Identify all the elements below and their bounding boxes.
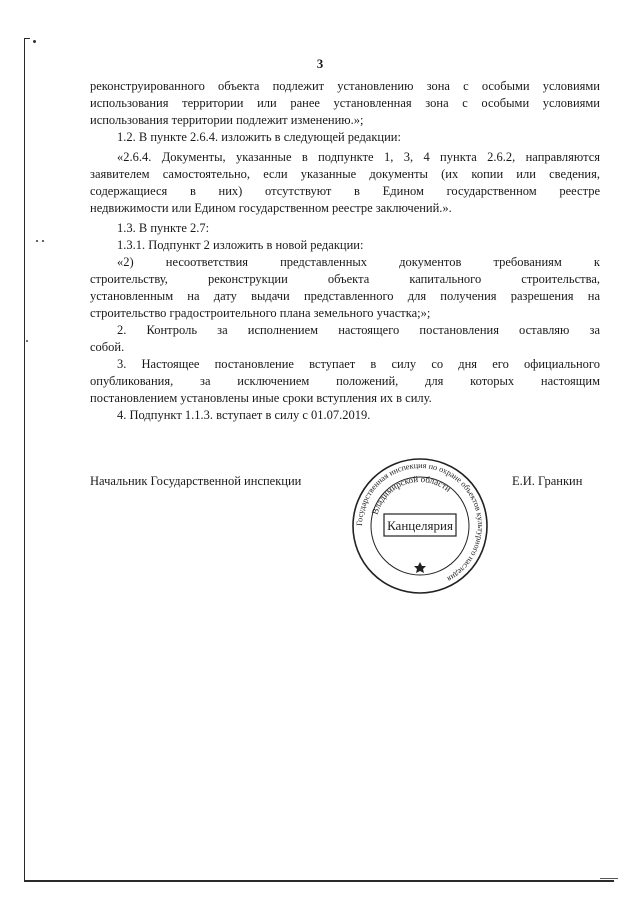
text-line: строительству, реконструкции объекта капитального строительства, xyxy=(90,272,600,286)
signatory-position: Начальник Государственной инспекции xyxy=(90,474,302,488)
text-line: заявителем самостоятельно, если указанные документы (их копии или сведения, xyxy=(90,167,600,181)
seal-star-icon xyxy=(414,562,426,573)
text-line: «2.6.4. Документы, указанные в подпункте 1, 3, 4 пункта 2.6.2, направляются xyxy=(117,150,600,164)
scan-speck xyxy=(26,340,28,342)
scan-speck xyxy=(36,240,38,242)
text-line: 4. Подпункт 1.1.3. вступает в силу с 01.07.2019. xyxy=(117,408,371,422)
signatory-name: Е.И. Гранкин xyxy=(512,474,583,488)
page-number: 3 xyxy=(316,56,324,71)
corner-mark xyxy=(600,878,618,879)
text-line: постановлением установлены иные сроки вступления их в силу. xyxy=(90,391,432,405)
text-line: 1.3.1. Подпункт 2 изложить в новой редакции: xyxy=(117,238,364,252)
text-line: использования территории подлежит изменению.»; xyxy=(90,113,364,127)
text-line: строительство градостроительного плана земельного участка;»; xyxy=(90,306,431,320)
text-line: содержащиеся в них) отсутствуют в Едином государственном реестре xyxy=(90,184,600,198)
office-seal xyxy=(350,456,490,596)
text-line: собой. xyxy=(90,340,125,354)
text-line: 3. Настоящее постановление вступает в силу со дня его официального xyxy=(117,357,600,371)
text-line: недвижимости или Едином государственном реестре заключений.». xyxy=(90,201,452,215)
text-line: 2. Контроль за исполнением настоящего постановления оставляю за xyxy=(117,323,600,337)
text-line: 1.3. В пункте 2.7: xyxy=(117,221,210,235)
scan-speck xyxy=(33,40,36,43)
seal-inner-text: Владимирской области xyxy=(369,473,454,516)
text-line: опубликования, за исключением положений, для которых настоящим xyxy=(90,374,600,388)
text-line: установленным на дату выдачи представленного для получения разрешения на xyxy=(90,289,600,303)
left-scan-edge xyxy=(24,38,25,882)
corner-mark xyxy=(24,38,30,39)
text-line: реконструированного объекта подлежит установлению зона с особыми условиями xyxy=(90,79,600,93)
text-line: 1.2. В пункте 2.6.4. изложить в следующей редакции: xyxy=(117,130,401,144)
seal-outer-text: Государственная инспекция по охране объектов культурного наследия xyxy=(354,460,486,584)
scan-speck xyxy=(42,240,44,242)
seal-center-label: Канцелярия xyxy=(387,518,453,533)
text-line: использования территории или ранее установленная зона с особыми условиями xyxy=(90,96,600,110)
text-line: «2) несоответствия представленных документов требованиям к xyxy=(117,255,600,269)
bottom-scan-edge xyxy=(24,880,614,882)
